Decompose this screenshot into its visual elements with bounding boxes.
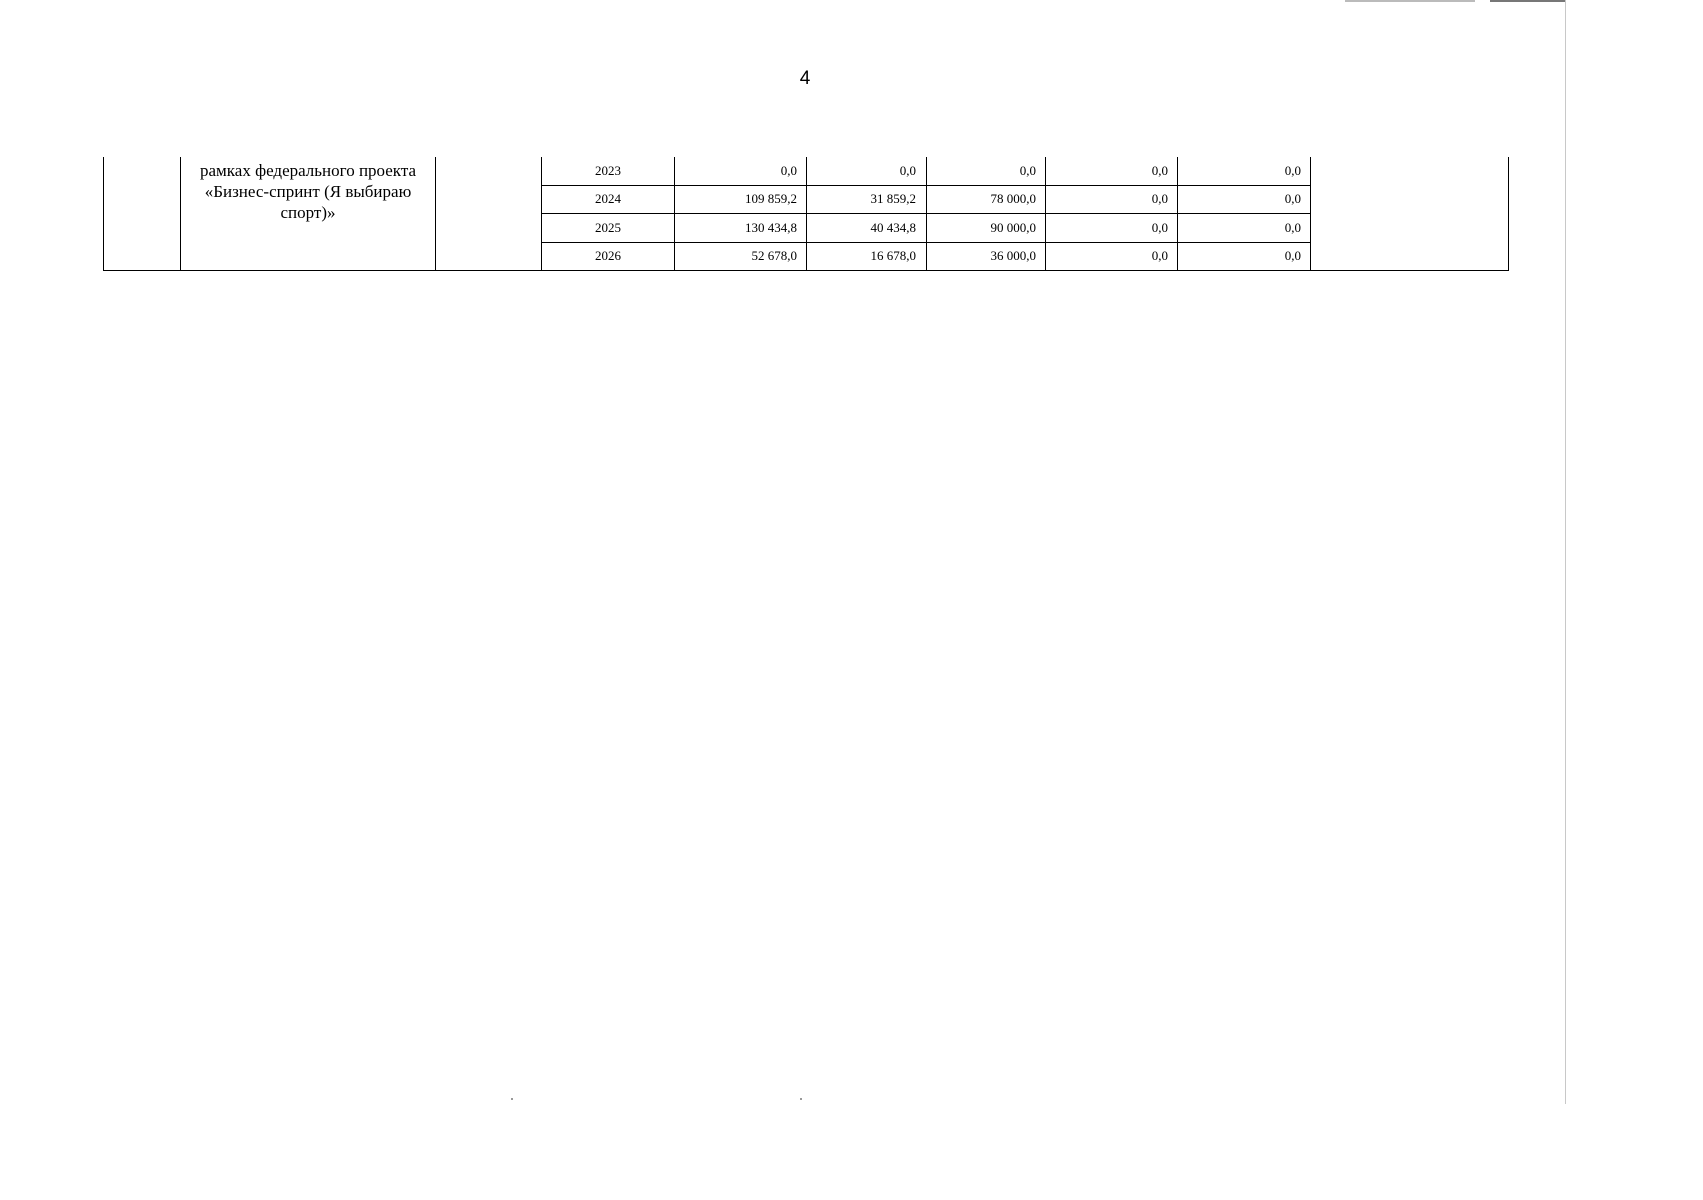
scan-artifact	[1345, 0, 1475, 2]
year-cell: 2024	[595, 191, 621, 206]
scan-artifact	[1490, 0, 1565, 2]
total-cell: 130 434,8	[745, 220, 797, 235]
total-cell: 109 859,2	[745, 191, 797, 206]
value-cell: 0,0	[1284, 248, 1301, 263]
value-cell: 0,0	[1019, 163, 1036, 178]
table-divider	[1310, 157, 1311, 271]
total-cell: 52 678,0	[751, 248, 797, 263]
year-cell: 2026	[595, 248, 621, 263]
table-divider	[180, 157, 181, 271]
year-cell: 2025	[595, 220, 621, 235]
page-number: 4	[799, 68, 811, 89]
value-cell: 16 678,0	[870, 248, 916, 263]
table-border-bottom	[103, 270, 1509, 271]
year-cell: 2023	[595, 163, 621, 178]
value-cell: 78 000,0	[990, 191, 1036, 206]
value-cell: 36 000,0	[990, 248, 1036, 263]
measure-description: рамках федерального проекта «Бизнес-спринт (Я выбираю спорт)»	[199, 161, 417, 222]
scan-edge	[1565, 0, 1566, 1104]
table-border-left	[103, 157, 104, 271]
value-cell: 0,0	[1284, 163, 1301, 178]
scan-artifact	[511, 1098, 513, 1100]
value-cell: 0,0	[1151, 248, 1168, 263]
scan-artifact	[800, 1098, 802, 1100]
value-cell: 0,0	[1284, 191, 1301, 206]
table-divider	[435, 157, 436, 271]
total-cell: 0,0	[780, 163, 797, 178]
value-cell: 0,0	[1151, 220, 1168, 235]
value-cell: 0,0	[1284, 220, 1301, 235]
table-border-right	[1508, 157, 1509, 271]
value-cell: 90 000,0	[990, 220, 1036, 235]
value-cell: 0,0	[899, 163, 916, 178]
value-cell: 0,0	[1151, 191, 1168, 206]
value-cell: 31 859,2	[870, 191, 916, 206]
value-cell: 40 434,8	[870, 220, 916, 235]
value-cell: 0,0	[1151, 163, 1168, 178]
